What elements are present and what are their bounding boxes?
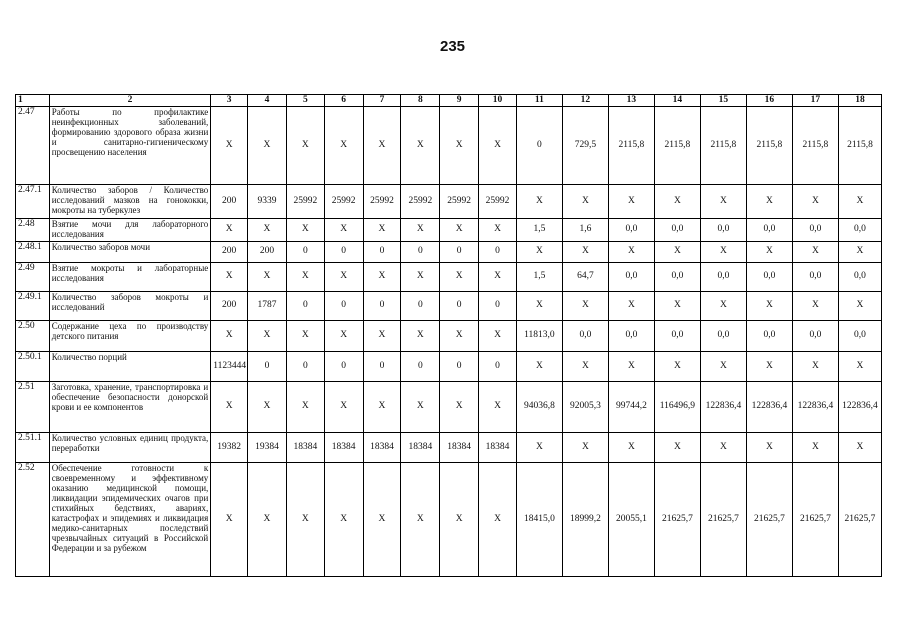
value-cell: 0 — [286, 351, 324, 381]
value-cell: X — [401, 106, 440, 184]
budget-table — [15, 94, 882, 577]
value-cell: 1,6 — [562, 218, 608, 241]
value-cell: X — [792, 291, 838, 320]
value-cell: 0 — [363, 291, 401, 320]
table-row — [16, 241, 882, 262]
value-cell: 0,0 — [792, 320, 838, 351]
value-cell: 200 — [211, 184, 248, 218]
row-code: 2.50.1 — [16, 351, 50, 381]
value-cell: X — [211, 106, 248, 184]
value-cell: X — [286, 106, 324, 184]
value-cell: X — [792, 351, 838, 381]
value-cell: X — [363, 462, 401, 576]
value-cell: X — [479, 262, 517, 291]
value-cell: X — [654, 184, 700, 218]
value-cell: 0,0 — [792, 218, 838, 241]
value-cell: 0,0 — [746, 262, 792, 291]
value-cell: X — [286, 218, 324, 241]
value-cell: X — [746, 432, 792, 462]
table-row — [16, 320, 882, 351]
value-cell: 1,5 — [516, 262, 562, 291]
value-cell: 0,0 — [562, 320, 608, 351]
value-cell: 64,7 — [562, 262, 608, 291]
value-cell: X — [324, 320, 363, 351]
value-cell: X — [248, 218, 287, 241]
value-cell: X — [324, 262, 363, 291]
value-cell: X — [401, 262, 440, 291]
value-cell: X — [286, 320, 324, 351]
value-cell: X — [286, 381, 324, 432]
value-cell: 18384 — [479, 432, 517, 462]
value-cell: X — [440, 106, 479, 184]
value-cell: 0 — [479, 351, 517, 381]
row-description: Количество условных единиц продукта, переработки — [49, 432, 211, 462]
row-code: 2.47 — [16, 106, 50, 184]
value-cell: 200 — [211, 241, 248, 262]
value-cell: 18415,0 — [516, 462, 562, 576]
value-cell: 0 — [363, 241, 401, 262]
value-cell: X — [654, 241, 700, 262]
value-cell: X — [562, 351, 608, 381]
value-cell: X — [248, 320, 287, 351]
value-cell: X — [248, 462, 287, 576]
value-cell: X — [440, 381, 479, 432]
value-cell: 99744,2 — [608, 381, 654, 432]
value-cell: X — [746, 184, 792, 218]
value-cell: 0 — [286, 291, 324, 320]
value-cell: 0,0 — [700, 218, 746, 241]
value-cell: X — [363, 320, 401, 351]
table-row — [16, 291, 882, 320]
value-cell: X — [363, 262, 401, 291]
value-cell: X — [479, 462, 517, 576]
value-cell: X — [608, 351, 654, 381]
value-cell: X — [324, 462, 363, 576]
value-cell: 1123444 — [211, 351, 248, 381]
value-cell: X — [562, 184, 608, 218]
header-cell: 4 — [248, 95, 287, 107]
value-cell: X — [746, 241, 792, 262]
value-cell: X — [700, 184, 746, 218]
row-description: Работы по профилактике неинфекционных заболеваний, формированию здорового образа жизни и санитарно-гигиеническому просвещению населения — [49, 106, 211, 184]
value-cell: 25992 — [401, 184, 440, 218]
value-cell: 11813,0 — [516, 320, 562, 351]
value-cell: 0,0 — [700, 320, 746, 351]
value-cell: 0,0 — [654, 262, 700, 291]
value-cell: X — [401, 218, 440, 241]
table-row — [16, 184, 882, 218]
value-cell: X — [608, 184, 654, 218]
value-cell: 0 — [440, 241, 479, 262]
value-cell: 0 — [363, 351, 401, 381]
value-cell: X — [608, 432, 654, 462]
value-cell: X — [516, 291, 562, 320]
header-row — [16, 95, 882, 107]
value-cell: 21625,7 — [746, 462, 792, 576]
value-cell: 19384 — [248, 432, 287, 462]
value-cell: 2115,8 — [700, 106, 746, 184]
value-cell: X — [479, 320, 517, 351]
table-row — [16, 218, 882, 241]
header-cell: 9 — [440, 95, 479, 107]
value-cell: 2115,8 — [654, 106, 700, 184]
value-cell: 0 — [401, 291, 440, 320]
value-cell: 2115,8 — [608, 106, 654, 184]
value-cell: 200 — [248, 241, 287, 262]
value-cell: X — [562, 432, 608, 462]
value-cell: 122836,4 — [838, 381, 881, 432]
value-cell: 18999,2 — [562, 462, 608, 576]
value-cell: 0,0 — [608, 262, 654, 291]
value-cell: X — [211, 462, 248, 576]
value-cell: 729,5 — [562, 106, 608, 184]
header-cell: 17 — [792, 95, 838, 107]
value-cell: X — [363, 218, 401, 241]
value-cell: X — [700, 351, 746, 381]
value-cell: 18384 — [286, 432, 324, 462]
value-cell: 25992 — [363, 184, 401, 218]
value-cell: X — [516, 351, 562, 381]
value-cell: X — [654, 291, 700, 320]
value-cell: X — [286, 462, 324, 576]
value-cell: 21625,7 — [792, 462, 838, 576]
value-cell: X — [286, 262, 324, 291]
value-cell: 0,0 — [792, 262, 838, 291]
value-cell: X — [562, 241, 608, 262]
value-cell: X — [792, 241, 838, 262]
value-cell: 0 — [440, 351, 479, 381]
value-cell: X — [248, 262, 287, 291]
value-cell: 25992 — [324, 184, 363, 218]
value-cell: X — [363, 106, 401, 184]
header-cell: 18 — [838, 95, 881, 107]
value-cell: 0 — [401, 241, 440, 262]
value-cell: X — [838, 184, 881, 218]
value-cell: 122836,4 — [700, 381, 746, 432]
row-code: 2.48.1 — [16, 241, 50, 262]
header-cell: 10 — [479, 95, 517, 107]
value-cell: 0 — [324, 241, 363, 262]
value-cell: 18384 — [440, 432, 479, 462]
value-cell: X — [248, 381, 287, 432]
value-cell: 25992 — [440, 184, 479, 218]
row-description: Количество порций — [49, 351, 211, 381]
value-cell: 2115,8 — [746, 106, 792, 184]
value-cell: 122836,4 — [746, 381, 792, 432]
value-cell: X — [700, 432, 746, 462]
row-description: Количество заборов / Количество исследований мазков на гонококки, мокроты на туберкулез — [49, 184, 211, 218]
value-cell: 0,0 — [838, 262, 881, 291]
value-cell: 0,0 — [838, 218, 881, 241]
value-cell: X — [211, 262, 248, 291]
value-cell: 0,0 — [746, 218, 792, 241]
row-description: Взятие мочи для лабораторного исследования — [49, 218, 211, 241]
value-cell: X — [700, 241, 746, 262]
header-cell: 6 — [324, 95, 363, 107]
value-cell: X — [211, 218, 248, 241]
value-cell: 2115,8 — [838, 106, 881, 184]
header-cell: 12 — [562, 95, 608, 107]
value-cell: 0 — [479, 291, 517, 320]
table-row — [16, 462, 882, 576]
value-cell: 19382 — [211, 432, 248, 462]
value-cell: X — [608, 291, 654, 320]
value-cell: X — [654, 432, 700, 462]
header-cell: 2 — [49, 95, 211, 107]
value-cell: 0 — [516, 106, 562, 184]
table-row — [16, 351, 882, 381]
table-row — [16, 432, 882, 462]
value-cell: X — [792, 432, 838, 462]
value-cell: 0 — [401, 351, 440, 381]
value-cell: 116496,9 — [654, 381, 700, 432]
table-row — [16, 381, 882, 432]
row-code: 2.49 — [16, 262, 50, 291]
value-cell: X — [440, 320, 479, 351]
row-description: Обеспечение готовности к своевременному и эффективному оказанию медицинской помощи, ликвидации эпидемических очагов при стихийных бедствиях, авариях, катастрофах и эпидемиях и ликвидация медико-санитарных последствий чрезвычайных ситуаций в Российской Федерации и за рубежом — [49, 462, 211, 576]
header-cell: 16 — [746, 95, 792, 107]
value-cell: 0 — [479, 241, 517, 262]
value-cell: X — [838, 351, 881, 381]
header-cell: 3 — [211, 95, 248, 107]
value-cell: X — [746, 291, 792, 320]
value-cell: 1,5 — [516, 218, 562, 241]
value-cell: 0,0 — [654, 320, 700, 351]
value-cell: 0 — [324, 351, 363, 381]
value-cell: X — [440, 462, 479, 576]
row-description: Взятие мокроты и лабораторные исследования — [49, 262, 211, 291]
value-cell: 0,0 — [608, 320, 654, 351]
header-cell: 13 — [608, 95, 654, 107]
value-cell: 94036,8 — [516, 381, 562, 432]
value-cell: 18384 — [324, 432, 363, 462]
row-code: 2.51.1 — [16, 432, 50, 462]
value-cell: 122836,4 — [792, 381, 838, 432]
header-cell: 14 — [654, 95, 700, 107]
value-cell: X — [479, 218, 517, 241]
value-cell: X — [401, 320, 440, 351]
value-cell: X — [700, 291, 746, 320]
header-cell: 5 — [286, 95, 324, 107]
row-code: 2.49.1 — [16, 291, 50, 320]
value-cell: X — [654, 351, 700, 381]
value-cell: 0,0 — [746, 320, 792, 351]
value-cell: X — [792, 184, 838, 218]
row-code: 2.47.1 — [16, 184, 50, 218]
value-cell: X — [746, 351, 792, 381]
row-description: Количество заборов мочи — [49, 241, 211, 262]
value-cell: 1787 — [248, 291, 287, 320]
table-row — [16, 106, 882, 184]
header-cell: 7 — [363, 95, 401, 107]
value-cell: 20055,1 — [608, 462, 654, 576]
value-cell: 0,0 — [700, 262, 746, 291]
header-cell: 11 — [516, 95, 562, 107]
value-cell: X — [324, 218, 363, 241]
value-cell: 0,0 — [838, 320, 881, 351]
header-cell: 1 — [16, 95, 50, 107]
value-cell: X — [440, 262, 479, 291]
value-cell: X — [211, 381, 248, 432]
value-cell: 0 — [286, 241, 324, 262]
value-cell: X — [516, 241, 562, 262]
row-code: 2.52 — [16, 462, 50, 576]
value-cell: X — [838, 432, 881, 462]
value-cell: 18384 — [363, 432, 401, 462]
header-cell: 8 — [401, 95, 440, 107]
value-cell: X — [516, 432, 562, 462]
value-cell: X — [211, 320, 248, 351]
value-cell: 25992 — [479, 184, 517, 218]
page-number: 235 — [439, 38, 466, 55]
row-description: Содержание цеха по производству детского питания — [49, 320, 211, 351]
value-cell: X — [324, 106, 363, 184]
value-cell: X — [516, 184, 562, 218]
row-description: Количество заборов мокроты и исследований — [49, 291, 211, 320]
value-cell: X — [479, 381, 517, 432]
value-cell: 0 — [248, 351, 287, 381]
value-cell: X — [562, 291, 608, 320]
value-cell: 0,0 — [608, 218, 654, 241]
value-cell: X — [838, 291, 881, 320]
value-cell: X — [248, 106, 287, 184]
row-code: 2.51 — [16, 381, 50, 432]
value-cell: 25992 — [286, 184, 324, 218]
row-description: Заготовка, хранение, транспортировка и обеспечение безопасности донорской крови и ее компонентов — [49, 381, 211, 432]
value-cell: 200 — [211, 291, 248, 320]
value-cell: 0,0 — [654, 218, 700, 241]
value-cell: 21625,7 — [838, 462, 881, 576]
table-row — [16, 262, 882, 291]
value-cell: 0 — [440, 291, 479, 320]
value-cell: X — [401, 462, 440, 576]
value-cell: X — [608, 241, 654, 262]
value-cell: 9339 — [248, 184, 287, 218]
value-cell: X — [440, 218, 479, 241]
value-cell: X — [838, 241, 881, 262]
value-cell: 0 — [324, 291, 363, 320]
value-cell: 92005,3 — [562, 381, 608, 432]
value-cell: X — [363, 381, 401, 432]
value-cell: X — [324, 381, 363, 432]
row-code: 2.48 — [16, 218, 50, 241]
value-cell: 21625,7 — [700, 462, 746, 576]
value-cell: 18384 — [401, 432, 440, 462]
header-cell: 15 — [700, 95, 746, 107]
value-cell: X — [401, 381, 440, 432]
value-cell: 2115,8 — [792, 106, 838, 184]
value-cell: X — [479, 106, 517, 184]
row-code: 2.50 — [16, 320, 50, 351]
value-cell: 21625,7 — [654, 462, 700, 576]
